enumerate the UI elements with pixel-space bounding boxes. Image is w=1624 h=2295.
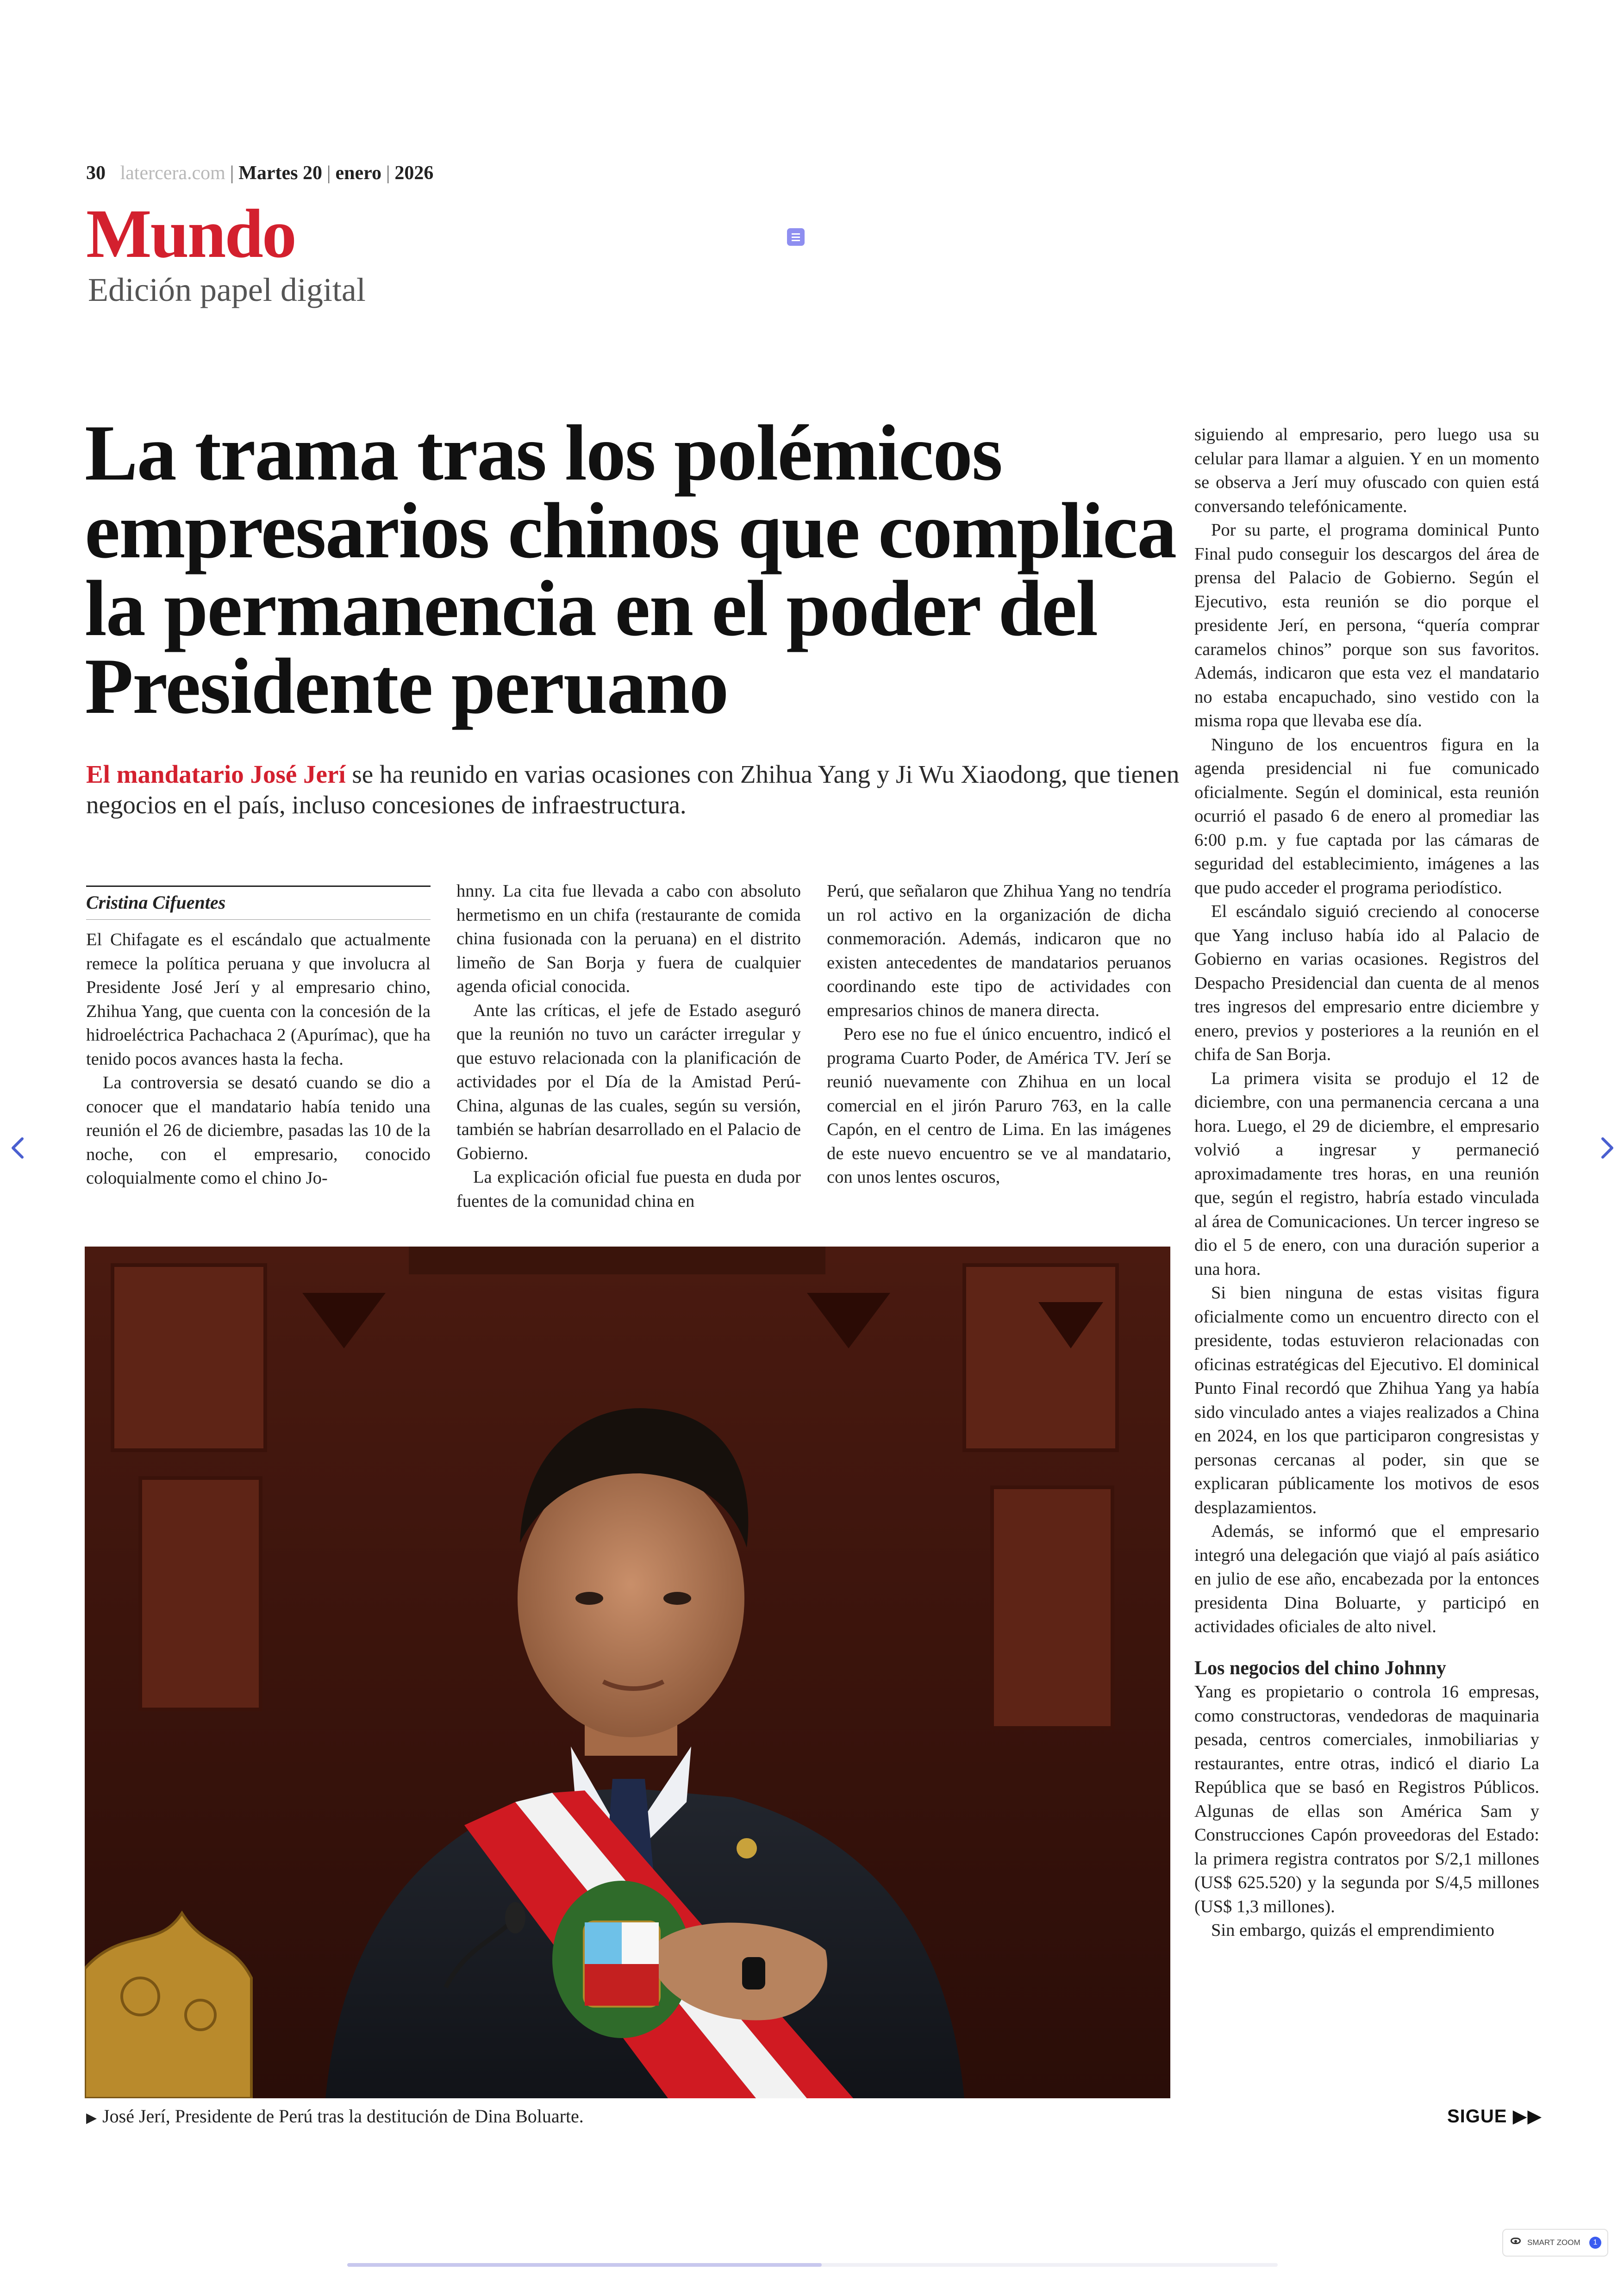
photo-caption [86,2105,584,2127]
edition-label: Edición papel digital [88,271,366,308]
section-title: Mundo [86,195,295,272]
dek-text: se ha reunido en varias ocasiones con Zhihua Yang y Ji Wu Xiaodong, que tienen negocios en el país, incluso concesiones de infraestructura. [86,760,1180,819]
paragraph: Si bien ninguna de estas visitas figura oficialmente como un encuentro directo con el presidente, todas estuvieron relacionadas con oficinas estratégicas del Ejecutivo. El dominical Punto Final recordó que Zhihua Yang ya había sido vinculado antes a viajes realizados a China en 2024, en los que participaron congresistas y personas cercanas al poder, sin que se explicaran públicamente los motivos de esos desplazamientos. [1194,1283,1539,1517]
paragraph: Sin embargo, quizás el emprendimiento [1211,1921,1494,1940]
paragraph: Yang es propietario o controla 16 empresas, como constructoras, vendedoras de maquinaria pesada, centros comerciales, inmobiliarias y restaurantes, entre otras, indicó el diario La República que se basó en Registros Públicos. Algunas de ellas son América Sam y Construcciones Capón proveedoras del Estado: la primera registra contratos por S/2,1 millones (US$ 625.520) y la segunda por S/4,5 millones (US$ 1,3 millones). [1194,1682,1539,1916]
paragraph: Además, se informó que el empresario integró una delegación que viajó al país asiático en julio de ese año, encabezada por la entonces presidenta Dina Boluarte, y participó en actividades oficiales de alto nivel. [1194,1522,1539,1636]
continue-link[interactable] [1447,2106,1542,2127]
chevron-left-icon [5,1129,32,1166]
article-column-3 [827,879,1171,1190]
byline-divider [86,919,431,920]
page-scrollbar-thumb[interactable] [347,2263,822,2267]
double-arrow-icon: ▶▶ [1512,2106,1543,2127]
byline-rule [86,886,431,887]
paragraph: El Chifagate es el escándalo que actualmente remece la política peruana y que involucra al Presidente José Jerí y al empresario chino, Zhihua Yang, que cuenta con la concesión de la hidroeléctrica Pachachaca 2 (Apurímac), que ha tenido pocos avances hasta la fecha. [86,930,431,1069]
paragraph: La primera visita se produjo el 12 de diciembre, con una permanencia cercana a una hora. Luego, el 29 de diciembre, el empresario volvió a ingresar y permaneció aproximadamente tres horas, en una reunión que, según el registro, habría estado vinculada al área de Comunicaciones. Un tercer ingreso se dio el 5 de enero, con una duración superior a una hora. [1194,1068,1539,1279]
date-weekday-day: Martes 20 [238,162,323,184]
paragraph: siguiendo al empresario, pero luego usa su celular para llamar a alguien. Y en un momento se observa a Jerí muy ofuscado con quien está conversando telefónicamente. [1194,425,1539,516]
paragraph: Ante las críticas, el jefe de Estado aseguró que la reunión no tuvo un carácter irregular y que estuvo relacionada con la planificación de actividades por el Día de la Amistad Perú-China, algunas de las cuales, según su versión, también se habrían desarrollado en el Palacio de Gobierno. [456,1000,801,1163]
page-number: 30 [86,162,106,184]
continue-label: SIGUE [1447,2106,1507,2127]
article-dek [86,759,1183,820]
caption-triangle-icon: ▶ [86,2110,97,2126]
smart-zoom-badge: 1 [1589,2237,1601,2249]
article-column-4 [1194,423,1539,1943]
site-name: latercera.com [120,162,225,184]
article-column-2 [456,879,801,1213]
article-column-1 [86,928,431,1191]
article-photo [85,1247,1170,2098]
paragraph: La controversia se desató cuando se dio a conocer que el mandatario había tenido una reunión el 26 de diciembre, pasadas las 10 de la noche, con el empresario, conocido coloquialmente como el chino Jo- [86,1073,431,1188]
prev-page-button[interactable] [5,1129,32,1166]
chevron-right-icon [1593,1129,1620,1166]
paragraph: Por su parte, el programa dominical Punto Final pudo conseguir los descargos del área de prensa del Palacio de Gobierno. Según el Ejecutivo, esta reunión se dio porque el presidente Jerí, en persona, “quería comprar caramelos chinos” porque son sus favoritos. Además, indicaron que esta vez el mandatario no estaba encapuchado, sino vestido con la misma ropa que llevaba ese día. [1194,520,1539,730]
note-icon[interactable] [787,228,805,246]
paragraph: Ninguno de los encuentros figura en la agenda presidencial ni fue comunicado oficialmente. Según el dominical, esta reunión ocurrió el pasado 6 de enero al promediar las 6:00 p.m. y fue captada por las cámaras de seguridad del establecimiento, imágenes a las que pudo acceder el programa periodístico. [1194,735,1539,898]
paragraph: hnny. La cita fue llevada a cabo con absoluto hermetismo en un chifa (restaurante de comida china fusionada con la peruana) en el distrito limeño de San Borja y fuera de cualquier agenda oficial conocida. [456,881,801,996]
next-page-button[interactable] [1593,1129,1620,1166]
president-portrait-illustration [85,1247,1170,2098]
eye-icon [1511,2238,1521,2244]
paragraph: El escándalo siguió creciendo al conocerse que Yang incluso había ido al Palacio de Gobierno en varias ocasiones. Registros del Despacho Presidencial dan cuenta de al menos tres ingresos del empresario entre diciembre y enero, previos y posteriores a la reunión en el chifa de San Borja. [1194,902,1539,1064]
page-header: 30 latercera.com | Martes 20 | enero | 2026 [86,162,434,184]
date-year: 2026 [394,162,434,184]
paragraph: La explicación oficial fue puesta en duda por fuentes de la comunidad china en [456,1167,801,1211]
paragraph: Pero ese no fue el único encuentro, indicó el programa Cuarto Poder, de América TV. Jerí se reunió nuevamente con Zhihua en un local comercial en el jirón Paruro 763, en la calle Capón, en el centro de Lima. En las imágenes de este nuevo encuentro se ve al mandatario, con unos lentes oscuros, [827,1024,1171,1187]
byline: Cristina Cifuentes [86,892,226,913]
article-headline: La trama tras los polémicos empresarios chinos que complica la permanencia en el poder del Presidente peruano [85,409,1176,730]
section-subhead: Los negocios del chino Johnny [1194,1657,1446,1679]
smart-zoom-label: SMART ZOOM [1527,2238,1580,2247]
date-month: enero [335,162,381,184]
caption-text: José Jerí, Presidente de Perú tras la destitución de Dina Boluarte. [102,2106,584,2127]
dek-lead: El mandatario José Jerí [86,760,346,788]
smart-zoom-button[interactable] [1502,2229,1608,2257]
paragraph: Perú, que señalaron que Zhihua Yang no tendría un rol activo en la organización de dicha conmemoración. Además, indicaron que no existen antecedentes de mandatarios peruanos coordinando este tipo de actividades con empresarios chinos de manera directa. [827,881,1171,1020]
